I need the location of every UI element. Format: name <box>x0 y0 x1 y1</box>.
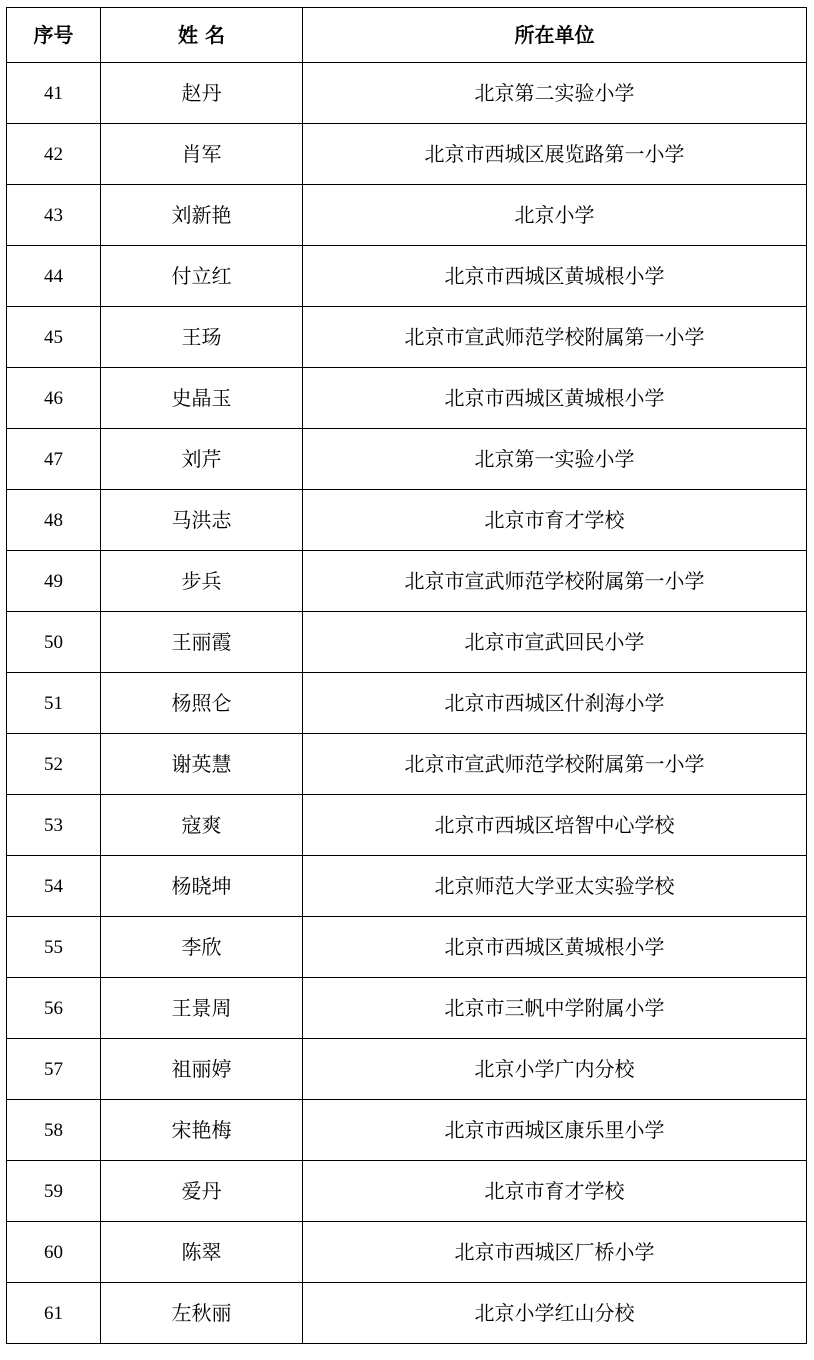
table-row <box>7 551 807 612</box>
table-header <box>7 8 807 63</box>
row-name-cell: 刘芹 <box>101 429 303 490</box>
row-number-cell: 46 <box>7 368 101 429</box>
header-unit: 所在单位 <box>303 8 807 63</box>
table-row <box>7 490 807 551</box>
table-row <box>7 1283 807 1344</box>
row-unit-cell: 北京第一实验小学 <box>303 429 807 490</box>
row-unit-cell: 北京市育才学校 <box>303 1161 807 1222</box>
row-name-cell: 赵丹 <box>101 63 303 124</box>
row-name-cell: 步兵 <box>101 551 303 612</box>
row-unit-cell: 北京市宣武师范学校附属第一小学 <box>303 307 807 368</box>
row-name-cell: 肖军 <box>101 124 303 185</box>
row-number-cell: 41 <box>7 63 101 124</box>
row-unit-cell: 北京师范大学亚太实验学校 <box>303 856 807 917</box>
table-row <box>7 1100 807 1161</box>
row-unit-cell: 北京市西城区康乐里小学 <box>303 1100 807 1161</box>
row-name-cell: 马洪志 <box>101 490 303 551</box>
row-number-cell: 58 <box>7 1100 101 1161</box>
table-row <box>7 185 807 246</box>
row-unit-cell: 北京市育才学校 <box>303 490 807 551</box>
table-body <box>7 63 807 1344</box>
table-row <box>7 429 807 490</box>
row-name-cell: 王玚 <box>101 307 303 368</box>
row-number-cell: 44 <box>7 246 101 307</box>
row-unit-cell: 北京小学 <box>303 185 807 246</box>
row-name-cell: 寇爽 <box>101 795 303 856</box>
table-row <box>7 124 807 185</box>
row-name-cell: 谢英慧 <box>101 734 303 795</box>
row-name-cell: 陈翠 <box>101 1222 303 1283</box>
row-unit-cell: 北京市宣武师范学校附属第一小学 <box>303 551 807 612</box>
row-number-cell: 48 <box>7 490 101 551</box>
row-unit-cell: 北京小学红山分校 <box>303 1283 807 1344</box>
row-unit-cell: 北京市宣武回民小学 <box>303 612 807 673</box>
table-row <box>7 978 807 1039</box>
row-number-cell: 43 <box>7 185 101 246</box>
row-name-cell: 杨晓坤 <box>101 856 303 917</box>
header-row <box>7 8 807 63</box>
row-number-cell: 60 <box>7 1222 101 1283</box>
row-number-cell: 53 <box>7 795 101 856</box>
row-number-cell: 61 <box>7 1283 101 1344</box>
roster-table <box>6 7 807 1344</box>
row-number-cell: 52 <box>7 734 101 795</box>
row-number-cell: 59 <box>7 1161 101 1222</box>
table-row <box>7 917 807 978</box>
table-row <box>7 63 807 124</box>
row-unit-cell: 北京小学广内分校 <box>303 1039 807 1100</box>
row-number-cell: 47 <box>7 429 101 490</box>
table-row <box>7 856 807 917</box>
table-row <box>7 368 807 429</box>
row-number-cell: 55 <box>7 917 101 978</box>
row-name-cell: 李欣 <box>101 917 303 978</box>
table-row <box>7 612 807 673</box>
row-name-cell: 爱丹 <box>101 1161 303 1222</box>
row-unit-cell: 北京市宣武师范学校附属第一小学 <box>303 734 807 795</box>
row-name-cell: 宋艳梅 <box>101 1100 303 1161</box>
header-name: 姓 名 <box>101 8 303 63</box>
table-row <box>7 795 807 856</box>
row-number-cell: 56 <box>7 978 101 1039</box>
table-row <box>7 307 807 368</box>
row-name-cell: 杨照仑 <box>101 673 303 734</box>
row-name-cell: 左秋丽 <box>101 1283 303 1344</box>
row-unit-cell: 北京市西城区黄城根小学 <box>303 368 807 429</box>
row-unit-cell: 北京市西城区培智中心学校 <box>303 795 807 856</box>
table-row <box>7 246 807 307</box>
row-number-cell: 45 <box>7 307 101 368</box>
row-number-cell: 49 <box>7 551 101 612</box>
header-number: 序号 <box>7 8 101 63</box>
row-unit-cell: 北京市西城区什刹海小学 <box>303 673 807 734</box>
row-unit-cell: 北京市西城区黄城根小学 <box>303 917 807 978</box>
table-row <box>7 1161 807 1222</box>
row-number-cell: 50 <box>7 612 101 673</box>
row-name-cell: 王景周 <box>101 978 303 1039</box>
row-number-cell: 51 <box>7 673 101 734</box>
row-number-cell: 57 <box>7 1039 101 1100</box>
row-name-cell: 祖丽婷 <box>101 1039 303 1100</box>
row-unit-cell: 北京第二实验小学 <box>303 63 807 124</box>
table-row <box>7 1222 807 1283</box>
row-name-cell: 史晶玉 <box>101 368 303 429</box>
table-row <box>7 1039 807 1100</box>
row-number-cell: 42 <box>7 124 101 185</box>
row-unit-cell: 北京市西城区展览路第一小学 <box>303 124 807 185</box>
table-row <box>7 673 807 734</box>
row-name-cell: 付立红 <box>101 246 303 307</box>
row-unit-cell: 北京市西城区黄城根小学 <box>303 246 807 307</box>
row-name-cell: 刘新艳 <box>101 185 303 246</box>
row-unit-cell: 北京市三帆中学附属小学 <box>303 978 807 1039</box>
table-row <box>7 734 807 795</box>
row-number-cell: 54 <box>7 856 101 917</box>
row-unit-cell: 北京市西城区厂桥小学 <box>303 1222 807 1283</box>
row-name-cell: 王丽霞 <box>101 612 303 673</box>
